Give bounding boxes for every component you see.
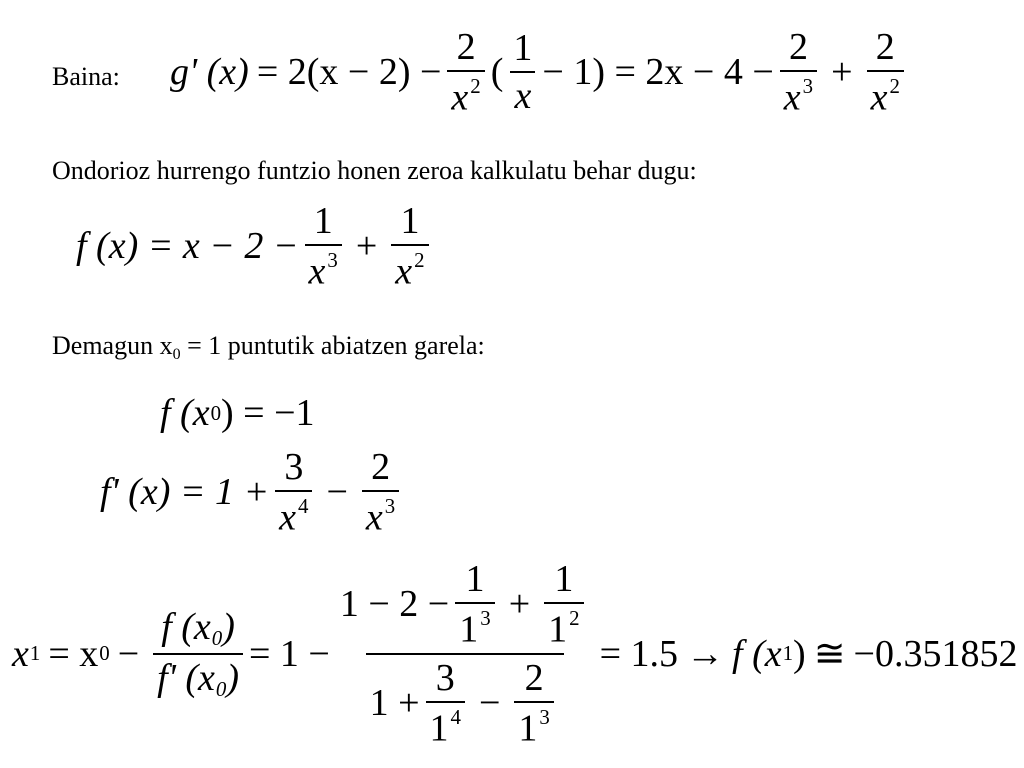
- gprime-frac1-num: 2: [456, 26, 476, 68]
- x1-bn-frac1-exp: 3: [480, 606, 491, 630]
- x1-approx: ≅: [813, 632, 846, 675]
- x1-minus: −: [117, 632, 140, 675]
- baina-label: Baina:: [52, 62, 120, 91]
- gprime-frac2-den: x: [514, 75, 532, 118]
- gprime-frac2-num: 1: [513, 27, 533, 70]
- x1-equation: [12, 558, 1018, 750]
- gprime-frac4-den: x: [870, 76, 888, 119]
- x1-bn-frac2-num: 1: [554, 558, 574, 600]
- demagun-pre: Demagun x: [52, 331, 173, 360]
- gprime-frac1-exp: 2: [470, 74, 481, 98]
- x1-eq1-sub: 0: [99, 641, 110, 666]
- x1-bn-frac2: [544, 560, 583, 649]
- x1-f-pre: f (x: [732, 632, 782, 675]
- gprime-frac3-num: 2: [788, 26, 808, 68]
- x1-big-frac: [336, 558, 594, 750]
- fprime-frac2-den: x: [365, 496, 383, 539]
- x1-lhs-sub: 1: [29, 641, 41, 666]
- fprime-frac1-num: 3: [284, 446, 304, 488]
- gprime-frac4: [867, 28, 904, 117]
- fx0-equation: [160, 394, 315, 432]
- x1-newton-frac: [153, 605, 243, 701]
- f-lhs: f (x) = x − 2 −: [76, 225, 299, 268]
- gprime-lhs: g' (x): [170, 51, 249, 94]
- fx0-post: ) = −1: [221, 392, 315, 434]
- gprime-frac3-exp: 3: [802, 74, 814, 98]
- gprime-frac4-num: 2: [875, 26, 895, 68]
- fx0-pre: f (x: [160, 392, 210, 434]
- gprime-frac1: [447, 28, 484, 117]
- f-frac1-den: x: [308, 250, 326, 293]
- x1-bd-frac1-num: 3: [435, 656, 455, 699]
- fprime-equation: [100, 448, 405, 537]
- x1-f-value: −0.351852: [853, 632, 1018, 675]
- fprime-frac1: [275, 448, 312, 537]
- x1-bd-minus: −: [478, 682, 501, 725]
- x1-bn-frac1-num: 1: [465, 558, 485, 600]
- f-frac2-exp: 2: [414, 248, 425, 272]
- f-frac2: [391, 202, 428, 291]
- x1-big-numerator: [336, 560, 594, 653]
- f-frac1-num: 1: [313, 200, 333, 242]
- f-plus: +: [355, 225, 378, 268]
- f-frac1-exp: 3: [327, 248, 338, 272]
- demagun-post: = 1 puntutik abiatzen garela:: [180, 331, 485, 360]
- x1-arrow: →: [686, 632, 725, 675]
- gprime-part1: = 2(x − 2) −: [256, 51, 442, 94]
- x1-bd-frac2-exp: 3: [539, 704, 550, 729]
- x1-frac-num-sub: 0: [211, 625, 223, 650]
- demagun-sub: 0: [172, 346, 181, 363]
- f-frac1: [305, 202, 342, 291]
- f-frac2-num: 1: [400, 200, 420, 242]
- fprime-frac2: [362, 448, 399, 537]
- x1-bn-frac1-den: 1: [459, 608, 479, 651]
- x1-frac-den-sub: 0: [215, 676, 227, 701]
- fprime-minus: −: [326, 471, 348, 514]
- gprime-plus: +: [831, 51, 853, 94]
- x1-f-sub: 1: [782, 641, 794, 666]
- x1-eq1: = x: [48, 632, 99, 675]
- fprime-lhs: f' (x) = 1 +: [100, 471, 270, 514]
- x1-bn-frac2-den: 1: [548, 608, 568, 651]
- gprime-frac1-den: x: [451, 76, 469, 119]
- x1-bd-frac2: [514, 656, 553, 750]
- x1-bn-frac1: [455, 560, 494, 649]
- x1-bd-frac2-num: 2: [524, 656, 544, 699]
- gprime-part2: − 1) = 2x − 4 −: [542, 51, 774, 94]
- ondorioz-text: Ondorioz hurrengo funtzio honen zeroa kalkulatu behar dugu:: [52, 156, 697, 185]
- x1-bn-frac2-exp: 2: [569, 606, 580, 630]
- x1-bd-frac1: [426, 656, 465, 750]
- fprime-frac1-den: x: [279, 496, 297, 539]
- x1-big-denominator: [366, 653, 564, 748]
- gprime-open-paren: (: [490, 51, 504, 94]
- gprime-frac2: [509, 27, 536, 118]
- fprime-frac2-exp: 3: [384, 494, 396, 518]
- f-equation: [76, 202, 435, 291]
- x1-frac-den-post: ): [226, 656, 239, 699]
- x1-f-post: ): [793, 632, 806, 675]
- fprime-frac1-exp: 4: [298, 494, 309, 518]
- x1-bd-pre: 1 +: [369, 682, 420, 725]
- x1-frac-num-post: ): [222, 605, 235, 648]
- x1-bd-frac2-den: 1: [518, 707, 538, 750]
- x1-result: = 1.5: [599, 632, 679, 675]
- x1-frac-den-pre: f' (x: [157, 656, 215, 699]
- x1-eq2: = 1 −: [248, 632, 330, 675]
- x1-lhs-var: x: [12, 632, 29, 675]
- x1-bn-pre: 1 − 2 −: [339, 583, 450, 626]
- x1-bd-frac1-exp: 4: [450, 704, 461, 729]
- x1-bn-plus: +: [508, 583, 531, 626]
- demagun-text: [52, 333, 485, 363]
- gprime-frac3: [780, 28, 817, 117]
- fprime-frac2-num: 2: [371, 446, 391, 488]
- gprime-frac3-den: x: [783, 76, 801, 119]
- gprime-equation: [170, 28, 910, 117]
- f-frac2-den: x: [395, 250, 413, 293]
- x1-bd-frac1-den: 1: [429, 707, 449, 750]
- gprime-frac4-exp: 2: [889, 74, 900, 98]
- fx0-sub: 0: [210, 400, 222, 425]
- x1-frac-num-pre: f (x: [161, 605, 211, 648]
